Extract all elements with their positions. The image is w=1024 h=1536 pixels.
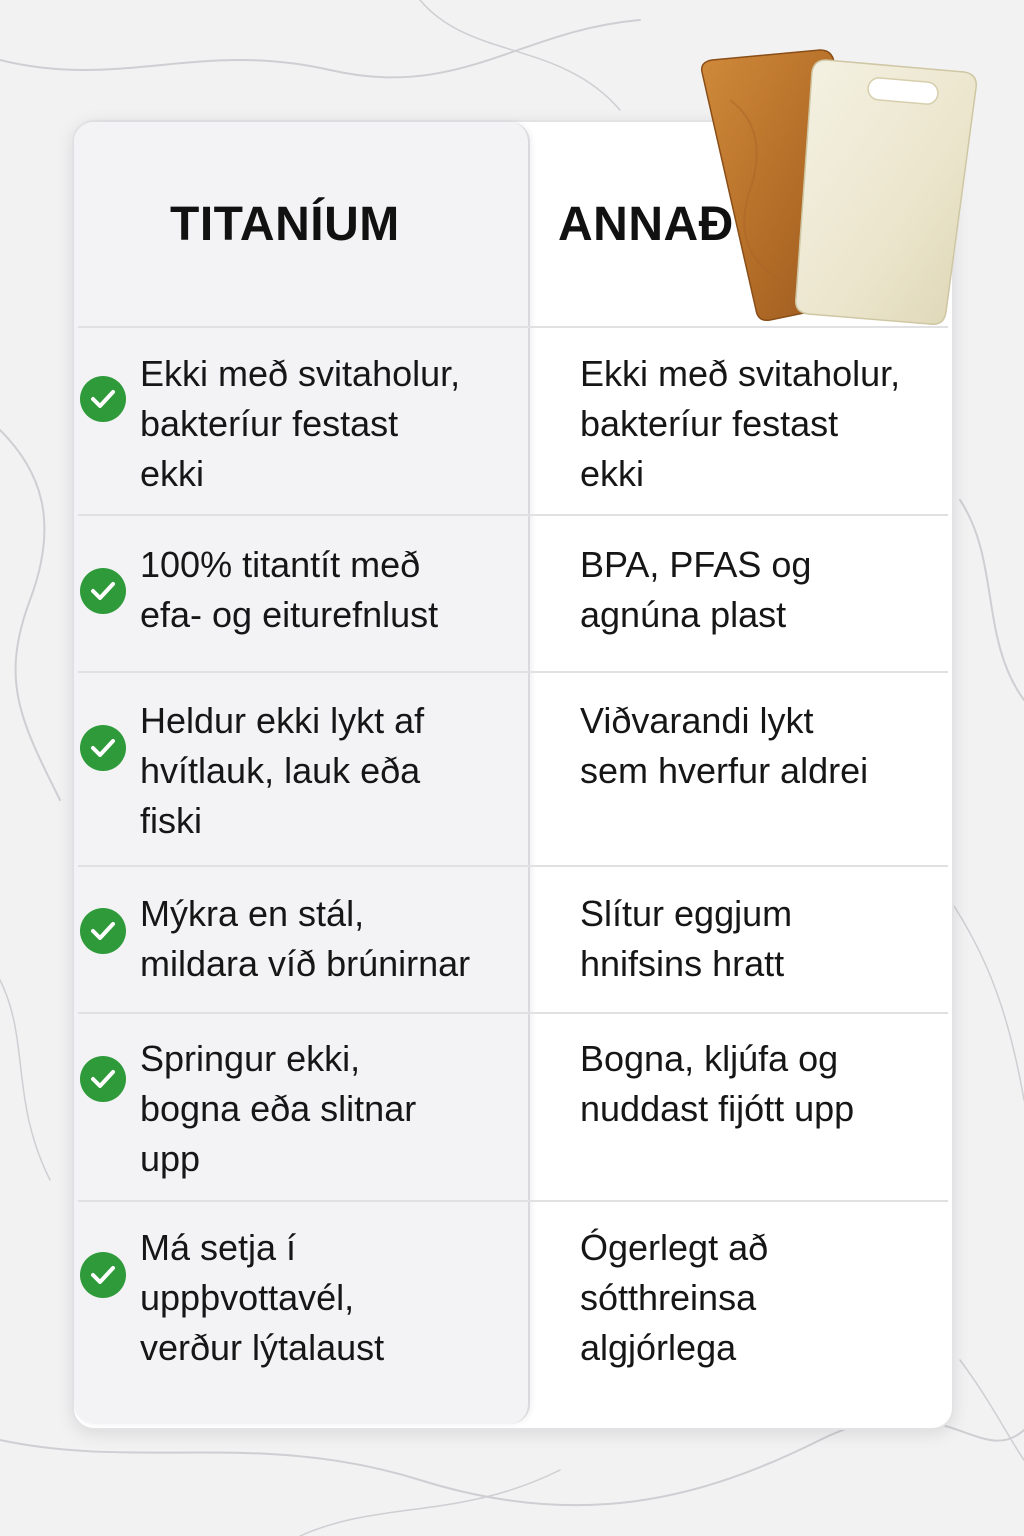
row-5-titanium-text: Springur ekki, bogna eða slitnar upp	[140, 1038, 417, 1179]
row-3-titanium-text: Heldur ekki lykt af hvítlauk, lauk eða fiski	[140, 700, 425, 841]
header-titanium: TITANÍUM	[170, 197, 400, 251]
row-divider	[78, 1012, 948, 1014]
check-icon	[80, 568, 126, 614]
row-6-titanium-text: Má setja í uppþvottavél, verður lýtalaust	[140, 1227, 385, 1368]
row-divider	[78, 865, 948, 867]
header-other: ANNAÐ	[558, 197, 734, 251]
check-icon	[80, 908, 126, 954]
row-6-other-text: Ógerlegt að sótthreinsa algjórlega	[580, 1227, 769, 1368]
row-2-titanium-text: 100% titantít með efa- og eiturefnlust	[140, 544, 439, 635]
row-divider	[78, 514, 948, 516]
row-divider	[78, 671, 948, 673]
row-5-other-text: Bogna, kljúfa og nuddast fijótt upp	[580, 1038, 855, 1129]
row-2-other-text: BPA, PFAS og agnúna plast	[580, 544, 812, 635]
plastic-board-shape	[796, 60, 977, 324]
row-1-other-text: Ekki með svitaholur, bakteríur festast ekki	[580, 353, 901, 494]
row-4-other-text: Slítur eggjum hnifsins hratt	[580, 893, 793, 984]
row-divider	[78, 1200, 948, 1202]
row-1-titanium-text: Ekki með svitaholur, bakteríur festast ekki	[140, 353, 461, 494]
row-3-other-text: Viðvarandi lykt sem hverfur aldrei	[580, 700, 869, 791]
check-icon	[80, 725, 126, 771]
row-4-titanium-text: Mýkra en stál, mildara víð brúnirnar	[140, 893, 471, 984]
check-icon	[80, 1252, 126, 1298]
check-icon	[80, 376, 126, 422]
cutting-boards-image	[690, 40, 990, 340]
check-icon	[80, 1056, 126, 1102]
